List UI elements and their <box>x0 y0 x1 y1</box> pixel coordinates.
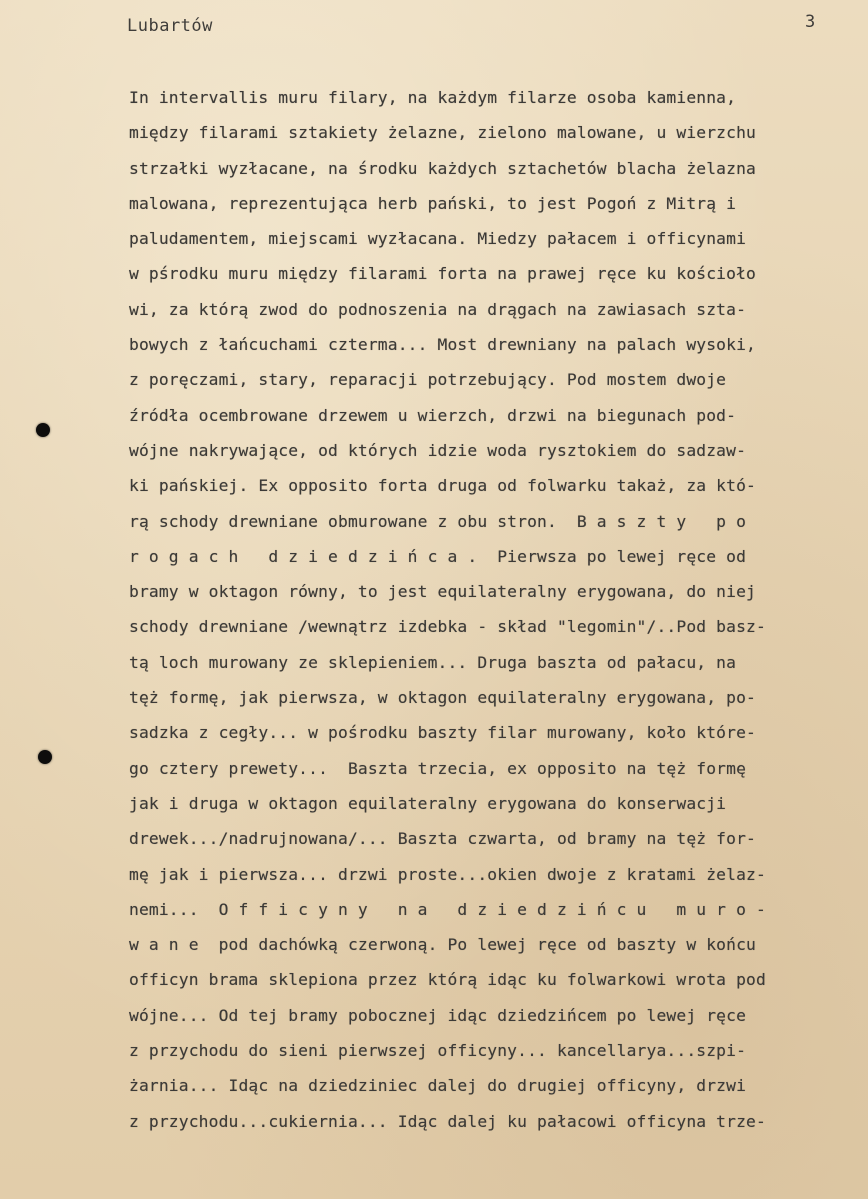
text-line: w a n e pod dachówką czerwoną. Po lewej ręce od baszty w końcu <box>129 935 756 955</box>
text-line: między filarami sztakiety żelazne, zielono malowane, u wierzchu <box>129 123 756 143</box>
text-line: malowana, reprezentująca herb pański, to jest Pogoń z Mitrą i <box>129 193 737 213</box>
text-line: nemi... O f f i c y n y n a d z i e d z i ń c u m u r o - <box>129 899 766 919</box>
text-line: ki pańskiej. Ex opposito forta druga od folwarku takaż, za któ- <box>129 476 756 496</box>
running-head: Lubartów <box>127 16 213 36</box>
text-line: wójne nakrywające, od których idzie woda rysztokiem do sadzaw- <box>129 440 747 460</box>
text-line: bramy w oktagon równy, to jest equilateralny erygowana, do niej <box>129 582 756 602</box>
text-line: sadzka z cegły... w pośrodku baszty filar murowany, koło które- <box>129 723 756 743</box>
text-line: z poręczami, stary, reparacji potrzebujący. Pod mostem dwoje <box>129 370 727 390</box>
text-line: jak i druga w oktagon equilateralny erygowana do konserwacji <box>129 793 727 813</box>
text-line: mę jak i pierwsza... drzwi proste...okien dwoje z kratami żelaz- <box>129 864 766 884</box>
text-line: tęż formę, jak pierwsza, w oktagon equilateralny erygowana, po- <box>129 688 756 708</box>
text-line: wójne... Od tej bramy pobocznej idąc dziedzińcem po lewej ręce <box>129 1005 747 1025</box>
text-line: żarnia... Idąc na dziedziniec dalej do drugiej officyny, drzwi <box>129 1076 747 1096</box>
text-line: z przychodu...cukiernia... Idąc dalej ku pałacowi officyna trze- <box>129 1111 766 1131</box>
text-line: go cztery prewety... Baszta trzecia, ex opposito na tęż formę <box>129 758 747 778</box>
text-line: w pśrodku muru między filarami forta na prawej ręce ku kościoło <box>129 264 756 284</box>
text-line: schody drewniane /wewnątrz izdebka - skład "legomin"/..Pod basz- <box>129 617 766 637</box>
punch-hole <box>36 423 50 437</box>
text-line: źródła ocembrowane drzewem u wierzch, drzwi na biegunach pod- <box>129 405 737 425</box>
text-line: bowych z łańcuchami czterma... Most drewniany na palach wysoki, <box>129 335 756 355</box>
text-line: strzałki wyzłacane, na środku każdych sztachetów blacha żelazna <box>129 158 756 178</box>
text-line: rą schody drewniane obmurowane z obu stron. B a s z t y p o <box>129 511 747 531</box>
punch-hole <box>38 750 52 764</box>
text-line: tą loch murowany ze sklepieniem... Druga baszta od pałacu, na <box>129 652 737 672</box>
text-line: wi, za którą zwod do podnoszenia na drągach na zawiasach szta- <box>129 299 747 319</box>
text-line: drewek.../nadrujnowana/... Baszta czwarta, od bramy na tęż for- <box>129 829 756 849</box>
page-number: 3 <box>805 12 816 32</box>
text-line: r o g a c h d z i e d z i ń c a . Pierwsza po lewej ręce od <box>129 546 747 566</box>
text-line: z przychodu do sieni pierwszej officyny... kancellarya...szpi- <box>129 1041 747 1061</box>
body-text <box>129 80 865 1139</box>
text-line: In intervallis muru filary, na każdym filarze osoba kamienna, <box>129 88 737 107</box>
text-line: paludamentem, miejscami wyzłacana. Miedzy pałacem i officynami <box>129 229 747 249</box>
text-line: officyn brama sklepiona przez którą idąc ku folwarkowi wrota pod <box>129 970 766 990</box>
